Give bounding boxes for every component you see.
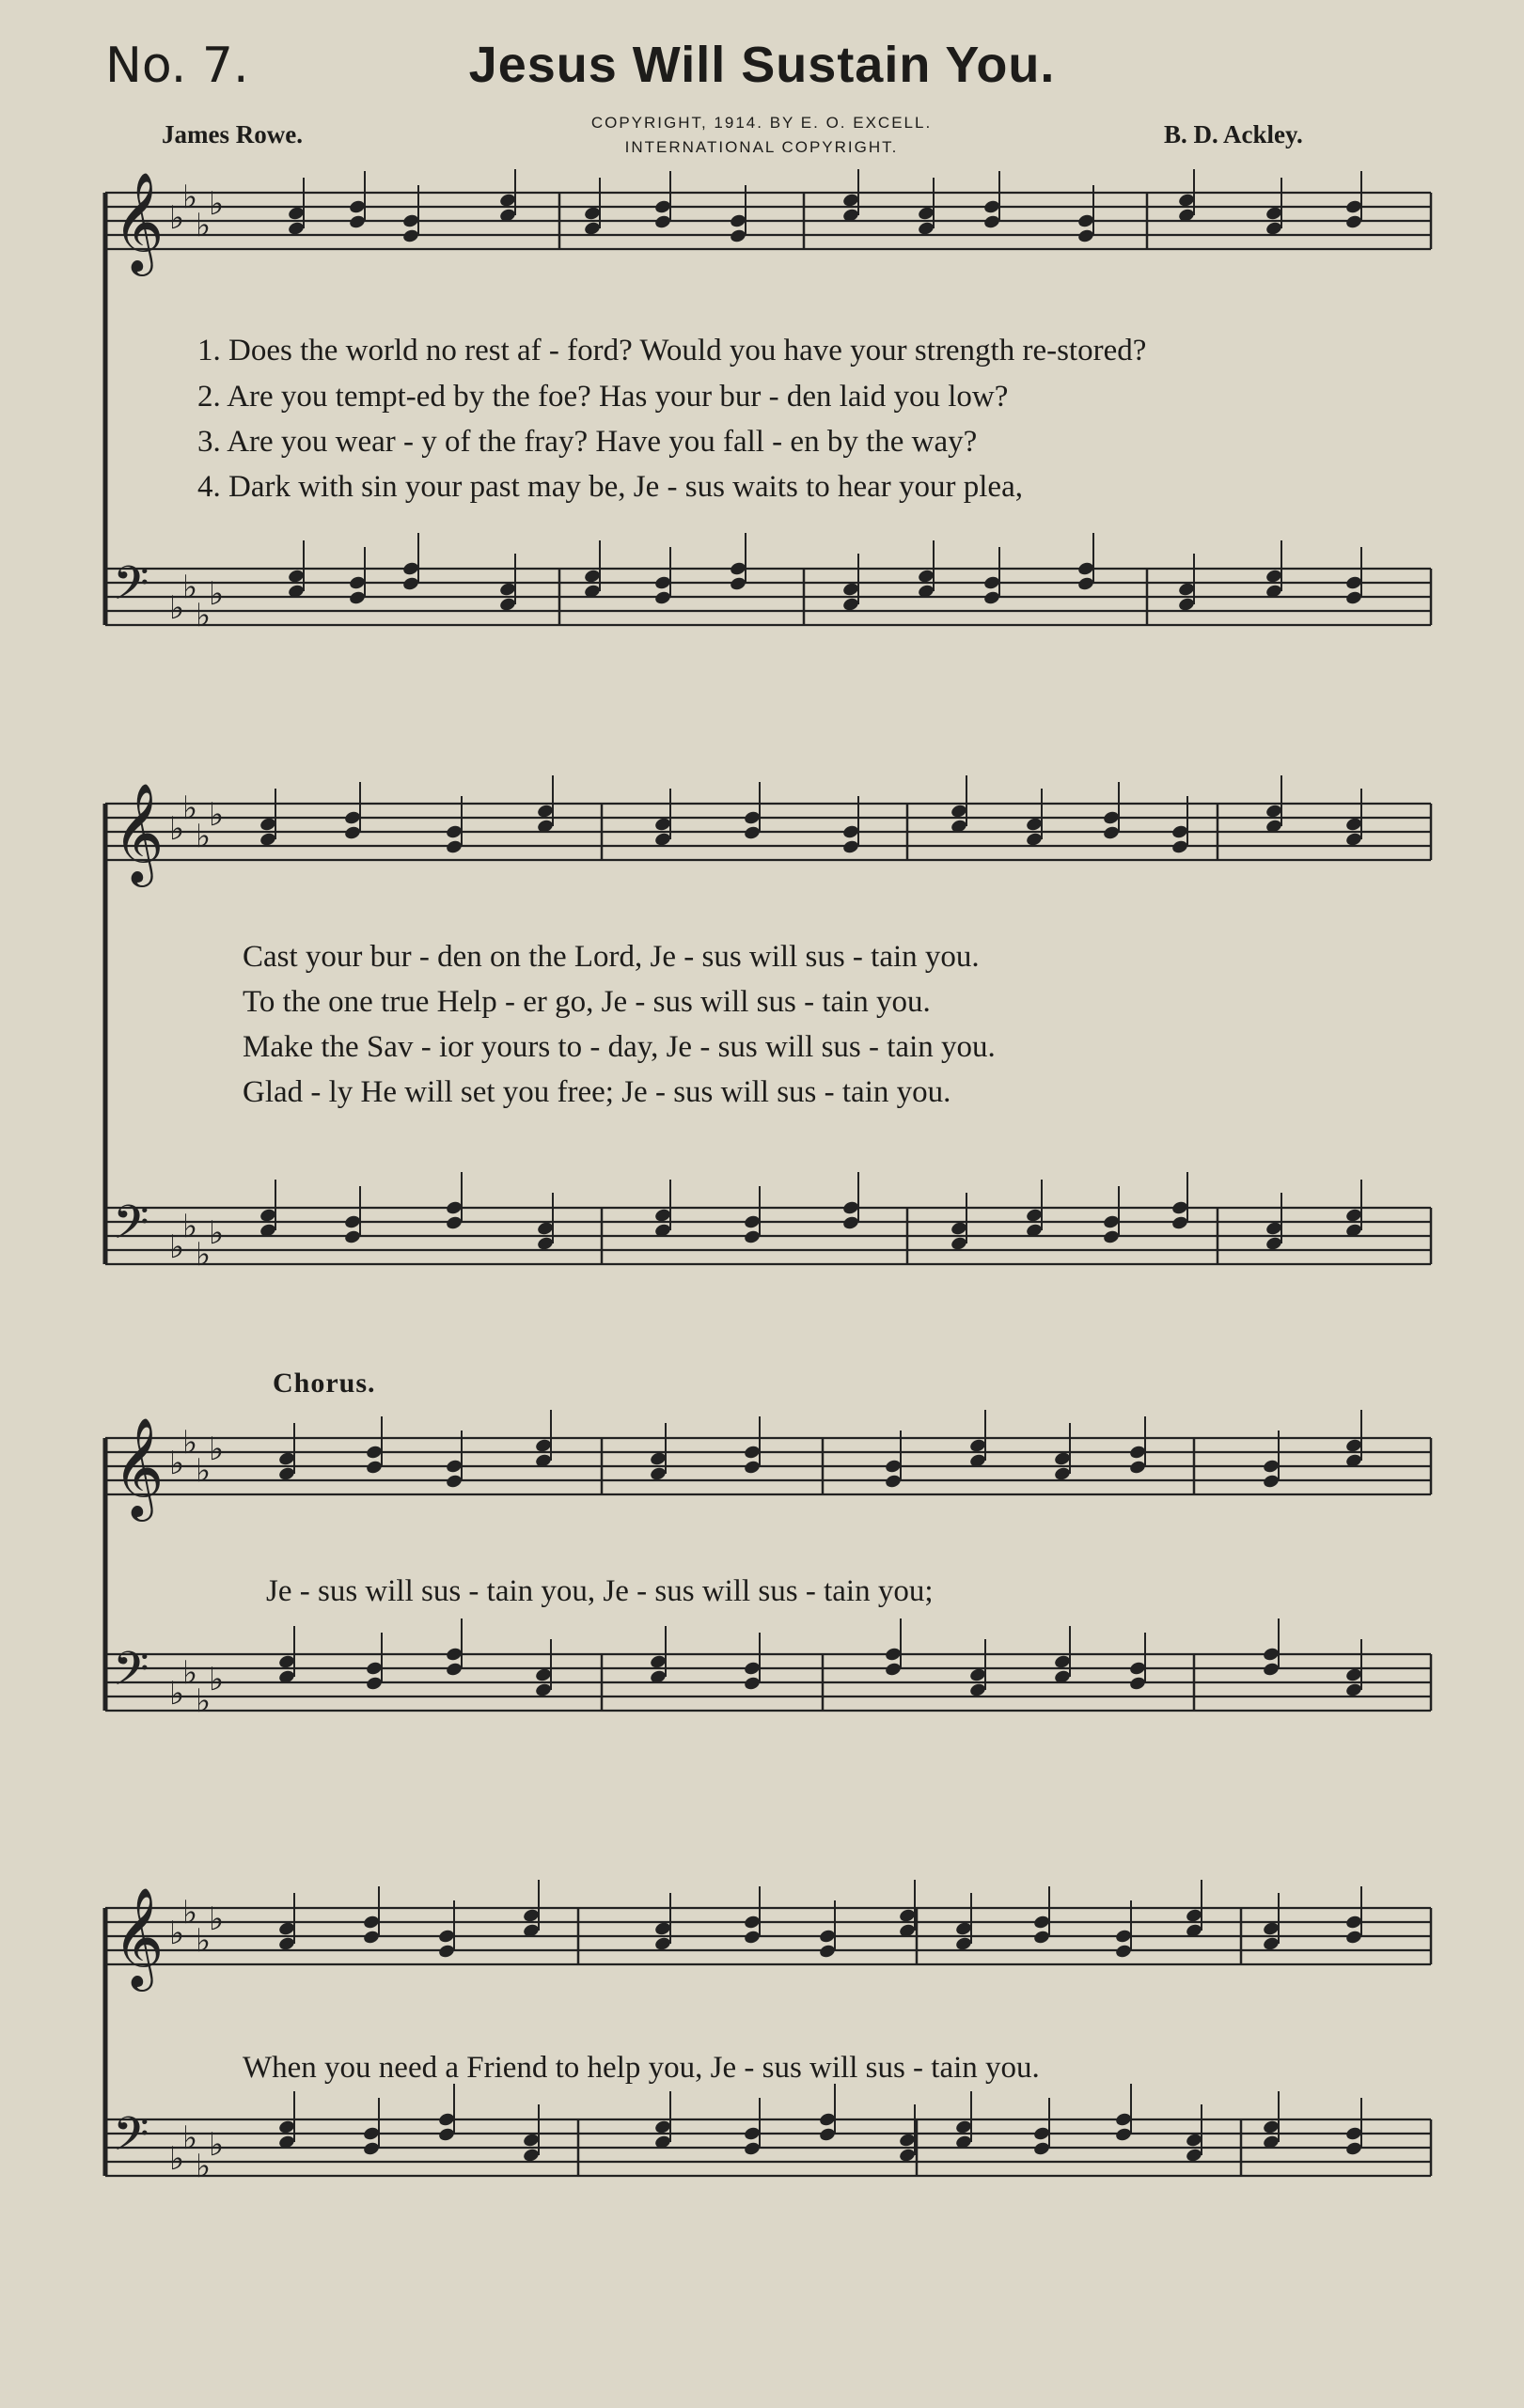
verse-4-line-a: 4. Dark with sin your past may be, Je - sus waits to hear your plea, [197,470,1023,504]
flat-sign-icon: ♭ [169,1675,185,1712]
flat-sign-icon: ♭ [196,1452,212,1490]
composer-name: B. D. Ackley. [1164,120,1303,149]
flat-sign-icon: ♭ [196,1922,212,1960]
flat-sign-icon: ♭ [196,818,212,855]
flat-sign-icon: ♭ [196,2148,212,2185]
treble-staff [105,1886,1431,1992]
flat-sign-icon: ♭ [169,589,185,627]
bass-clef-icon: 𝄢 [113,556,149,622]
flat-sign-icon: ♭ [209,575,225,613]
flat-sign-icon: ♭ [209,1900,225,1938]
bass-staff [105,2107,1431,2185]
treble-notes [277,1880,1362,1959]
bass-clef-icon: 𝄢 [113,1642,149,1708]
verse-1-line-a: 1. Does the world no rest af - ford? Would you have your strength re-stored? [197,334,1147,367]
verse-3-line-b: Make the Sav - ior yours to - day, Je - sus will sus - tain you. [243,1030,996,1064]
verse-1-line-b: Cast your bur - den on the Lord, Je - sus will sus - tain you. [243,940,980,974]
treble-clef-icon: 𝄞 [113,171,165,272]
chorus-label: Chorus. [273,1368,376,1399]
flat-sign-icon: ♭ [196,597,212,634]
flat-sign-icon: ♭ [209,2126,225,2164]
flat-sign-icon: ♭ [209,1661,225,1698]
flat-sign-icon: ♭ [196,1682,212,1720]
flat-sign-icon: ♭ [182,1654,198,1692]
flat-sign-icon: ♭ [209,185,225,223]
flat-sign-icon: ♭ [169,2140,185,2178]
flat-sign-icon: ♭ [196,1236,212,1274]
bass-staff [105,1196,1431,1274]
verse-2-line-b: To the one true Help - er go, Je - sus will sus - tain you. [243,985,931,1019]
bass-notes [277,1618,1362,1697]
flat-sign-icon: ♭ [182,2119,198,2157]
flat-sign-icon: ♭ [169,810,185,848]
flat-sign-icon: ♭ [209,1214,225,1252]
chorus-line-1: Je - sus will sus - tain you, Je - sus will sus - tain you; [266,1574,934,1608]
treble-clef-icon: 𝄞 [113,1886,165,1987]
flat-sign-icon: ♭ [196,207,212,244]
treble-staff [105,1416,1431,1522]
flat-sign-icon: ♭ [182,1894,198,1931]
verse-2-line-a: 2. Are you tempt-ed by the foe? Has your bur - den laid you low? [197,380,1009,414]
bass-clef-icon: 𝄢 [113,2107,149,2173]
bass-clef-icon: 𝄢 [113,1196,149,1261]
flat-sign-icon: ♭ [182,569,198,606]
bass-notes [277,2084,1362,2163]
copyright-notice [508,111,1015,160]
flat-sign-icon: ♭ [169,1228,185,1266]
treble-clef-icon: 𝄞 [113,782,165,883]
flat-sign-icon: ♭ [182,1208,198,1245]
bass-staff [105,1642,1431,1720]
flat-sign-icon: ♭ [209,796,225,834]
treble-clef-icon: 𝄞 [113,1416,165,1517]
flat-sign-icon: ♭ [169,199,185,237]
flat-sign-icon: ♭ [182,790,198,827]
treble-notes [259,775,1362,854]
flat-sign-icon: ♭ [182,1424,198,1462]
treble-staff [105,782,1431,887]
hymn-title: Jesus Will Sustain You. [468,37,1056,93]
verse-3-line-a: 3. Are you wear - y of the fray? Have you fall - en by the way? [197,425,978,459]
hymn-number: No. 7. [105,38,249,94]
verse-4-line-b: Glad - ly He will set you free; Je - sus will sus - tain you. [243,1075,951,1109]
chorus-line-2: When you need a Friend to help you, Je - sus will sus - tain you. [243,2051,1040,2085]
treble-notes [277,1410,1362,1489]
bass-notes [287,533,1362,612]
bass-notes [259,1172,1362,1251]
flat-sign-icon: ♭ [169,1915,185,1952]
copyright-line-1: COPYRIGHT, 1914. BY E. O. EXCELL. [590,114,933,132]
flat-sign-icon: ♭ [169,1445,185,1482]
flat-sign-icon: ♭ [209,1431,225,1468]
lyricist-name: James Rowe. [162,120,303,149]
flat-sign-icon: ♭ [182,179,198,216]
copyright-line-2: INTERNATIONAL COPYRIGHT. [624,138,899,156]
